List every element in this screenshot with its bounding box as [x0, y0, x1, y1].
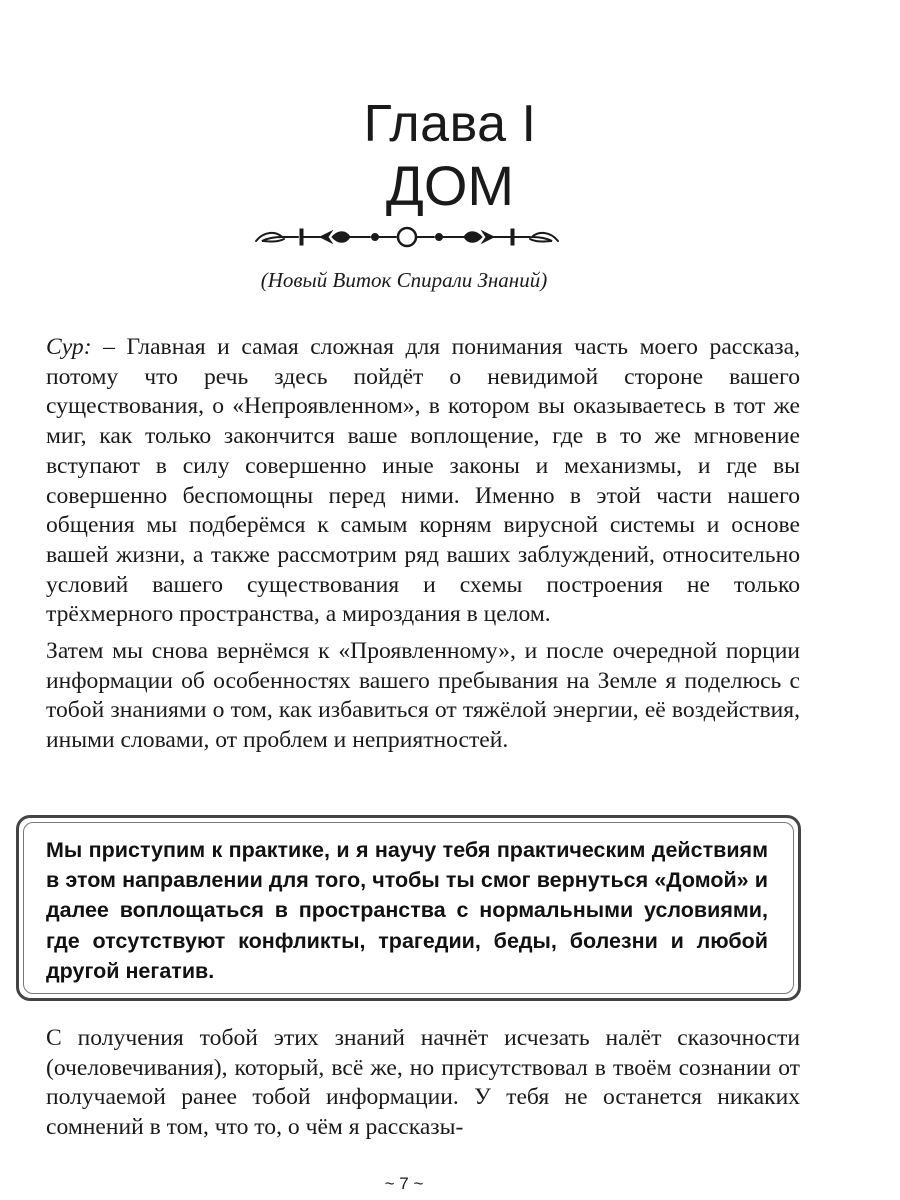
paragraph-3	[46, 1024, 800, 1143]
paragraph-1-text: – Главная и самая сложная для понимания часть моего рассказа, потому что речь здесь пойдёт о невидимой стороне вашего существования, о «Непроявленном», в котором вы оказываетесь в тот же миг, как только закончится ваше воплощение, где в то же мгновение вступают в силу совершенно иные законы и механизмы, и где вы совершенно беспомощны перед ними. Именно в этой части нашего общения мы подберёмся к самым корням вирусной системы и основе вашей жизни, а также рассмотрим ряд ваших заблуждений, относительно условий вашего существования и схемы построения не только трёхмерного пространства, а мироздания в целом.	[46, 334, 800, 628]
paragraph-3-text: С получения тобой этих знаний начнёт исчезать налёт сказочности (очеловечивания), который, всё же, но присутствовал в твоём сознании от получаемой ранее тобой информации. У тебя не останется никаких сомнений в том, что то, о чём я рассказы-	[46, 1025, 800, 1141]
paragraph-2-text: Затем мы снова вернёмся к «Проявленному», и после очередной порции информации об особенностях вашего пребывания на Земле я поделюсь с тобой знаниями о том, как избавиться от тяжёлой энергии, её воздействия, иными словами, от проблем и неприятностей.	[46, 638, 800, 754]
flourish-divider-icon	[254, 221, 560, 251]
paragraph-2	[46, 637, 800, 756]
callout-text: Мы приступим к практике, и я научу тебя практическим действиям в этом направлении для того, чтобы ты смог вернуться «Домой» и далее воплощаться в пространства с нормальными условиями, где отсутствуют конфликты, трагедии, беды, болезни и любой другой негатив.	[46, 838, 768, 983]
chapter-subtitle: (Новый Виток Спирали Знаний)	[260, 268, 548, 292]
chapter-name: ДОМ	[385, 154, 515, 217]
paragraph-1	[46, 333, 800, 630]
page-number: ~ 7 ~	[384, 1174, 424, 1193]
speaker-label: Сур:	[46, 334, 92, 360]
chapter-title: Глава I	[363, 95, 537, 153]
